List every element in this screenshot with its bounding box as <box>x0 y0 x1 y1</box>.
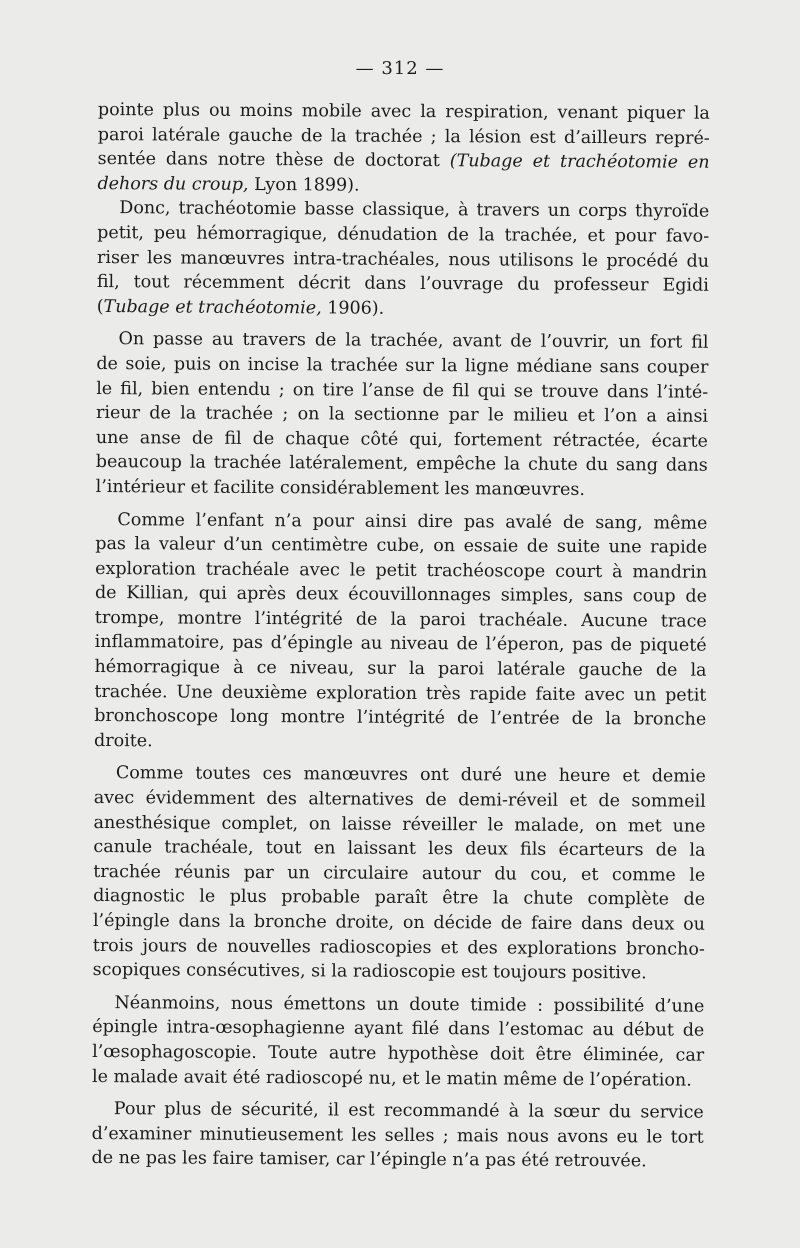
text-line: Comme l’enfant n’a pour ainsi dire pas avalé de sang, même <box>117 509 708 534</box>
text-line: petit, peu hémorragique, dénudation de la trachée, et pour favo- <box>97 222 710 247</box>
text-fragment: Lyon 1899). <box>254 174 360 196</box>
text-line: de soie, puis on incise la trachée sur la ligne médiane sans couper <box>96 353 709 378</box>
text-line: d’examiner minutieusement les selles ; mais nous avons eu le tort <box>91 1123 704 1148</box>
text-line: épingle intra-œsophagienne ayant filé dans l’estomac au début de <box>92 1017 705 1042</box>
italic-title-fragment: (Tubage et trachéotomie en <box>449 151 710 173</box>
text-line <box>97 295 709 323</box>
paragraph-6 <box>92 991 705 1093</box>
text-line: Comme toutes ces manœuvres ont duré une heure et demie <box>115 763 706 788</box>
text-line: Pour plus de sécurité, il est recommandé à la sœur du service <box>113 1099 704 1123</box>
text-fragment: 1906). <box>321 298 385 319</box>
text-line: l’intérieur et facilite considérablement les manœuvres. <box>95 476 586 500</box>
text-line <box>97 172 709 200</box>
text-line: pointe plus ou moins mobile avec la respiration, venant piquer la <box>97 99 710 124</box>
paragraph-7 <box>91 1097 703 1175</box>
text-line: canule trachéale, tout en laissant les deux fils écarteurs de la <box>93 837 706 861</box>
text-line: de ne pas les faire tamiser, car l’épingle n’a pas été retrouvée. <box>91 1148 647 1172</box>
italic-title-fragment: Tubage et trachéotomie, <box>103 296 322 319</box>
paragraph-4 <box>94 507 707 757</box>
paragraph-2 <box>97 196 710 323</box>
text-line: Néanmoins, nous émettons un doute timide : possibilité d’une <box>114 992 705 1017</box>
text-line: le malade avait été radioscopé nu, et le matin même de l’opération. <box>91 1066 692 1091</box>
text-line: avec évidemment des alternatives de demi-réveil et de sommeil <box>93 788 706 812</box>
text-line: beaucoup la trachée latéralement, empêche la chute du sang dans <box>95 452 708 477</box>
text-line: de Killian, qui après deux écouvillonnages simples, sans coup de <box>94 583 708 608</box>
text-line: trachée réunis par un circulaire autour du cou, et comme le <box>93 861 706 886</box>
text-line: inflammatoire, pas d’épingle au niveau de l’éperon, pas de piqueté <box>94 632 707 657</box>
text-line: rieur de la trachée ; on la sectionne par le milieu et l’on a ainsi <box>96 403 709 427</box>
text-line: droite. <box>94 730 153 752</box>
text-line: On passe au travers de la trachée, avant de l’ouvrir, un fort fil <box>118 329 709 354</box>
italic-title-fragment: dehors du croup, <box>97 173 249 195</box>
text-line: trachée. Une deuxième exploration très rapide faite avec un petit <box>94 681 707 706</box>
text-line: Donc, trachéotomie basse classique, à travers un corps thyroïde <box>119 198 710 223</box>
text-line: l’épingle dans la bronche droite, on décide de faire dans deux ou <box>92 910 706 935</box>
text-line: exploration trachéale avec le petit trachéoscope court à mandrin <box>95 558 708 583</box>
text-line: scopiques consécutives, si la radioscopie est toujours positive. <box>92 960 647 984</box>
body-text <box>91 98 710 1183</box>
text-line: riser les manœuvres intra-trachéales, nous utilisons le procédé du <box>96 247 710 272</box>
text-line: trompe, montre l’intégrité de la paroi trachéale. Aucune trace <box>94 607 707 632</box>
text-line: paroi latérale gauche de la trachée ; la lésion est d’ailleurs repré- <box>97 124 710 149</box>
text-line: l’œsophagoscopie. Toute autre hypothèse doit être éliminée, car <box>92 1041 705 1066</box>
text-line: hémorragique à ce niveau, sur la paroi latérale gauche de la <box>94 657 707 681</box>
text-line: une anse de fil de chaque côté qui, fortement rétractée, écarte <box>95 427 708 452</box>
text-line: bronchoscope long montre l’intégrité de l’entrée de la bronche <box>94 706 707 730</box>
paragraph-3 <box>96 327 709 503</box>
text-line <box>98 147 710 175</box>
text-line: trois jours de nouvelles radioscopies et des explorations broncho- <box>92 935 705 960</box>
text-line: le fil, bien entendu ; on tire l’anse de fil qui se trouve dans l’inté- <box>96 378 709 403</box>
text-line: diagnostic le plus probable paraît être la chute complète de <box>93 886 706 911</box>
text-line: fil, tout récemment décrit dans l’ouvrage du professeur Egidi <box>96 272 709 296</box>
text-fragment: ( <box>96 296 104 317</box>
text-fragment: sentée dans notre thèse de doctorat <box>97 149 450 172</box>
paragraph-5 <box>93 761 706 986</box>
page-number: — 312 — <box>355 58 445 79</box>
text-line: pas la valeur d’un centimètre cube, on essaie de suite une rapide <box>95 534 708 558</box>
text-line: anesthésique complet, on laisse réveiller le malade, on met une <box>93 812 706 837</box>
paragraph-1 <box>97 98 710 200</box>
